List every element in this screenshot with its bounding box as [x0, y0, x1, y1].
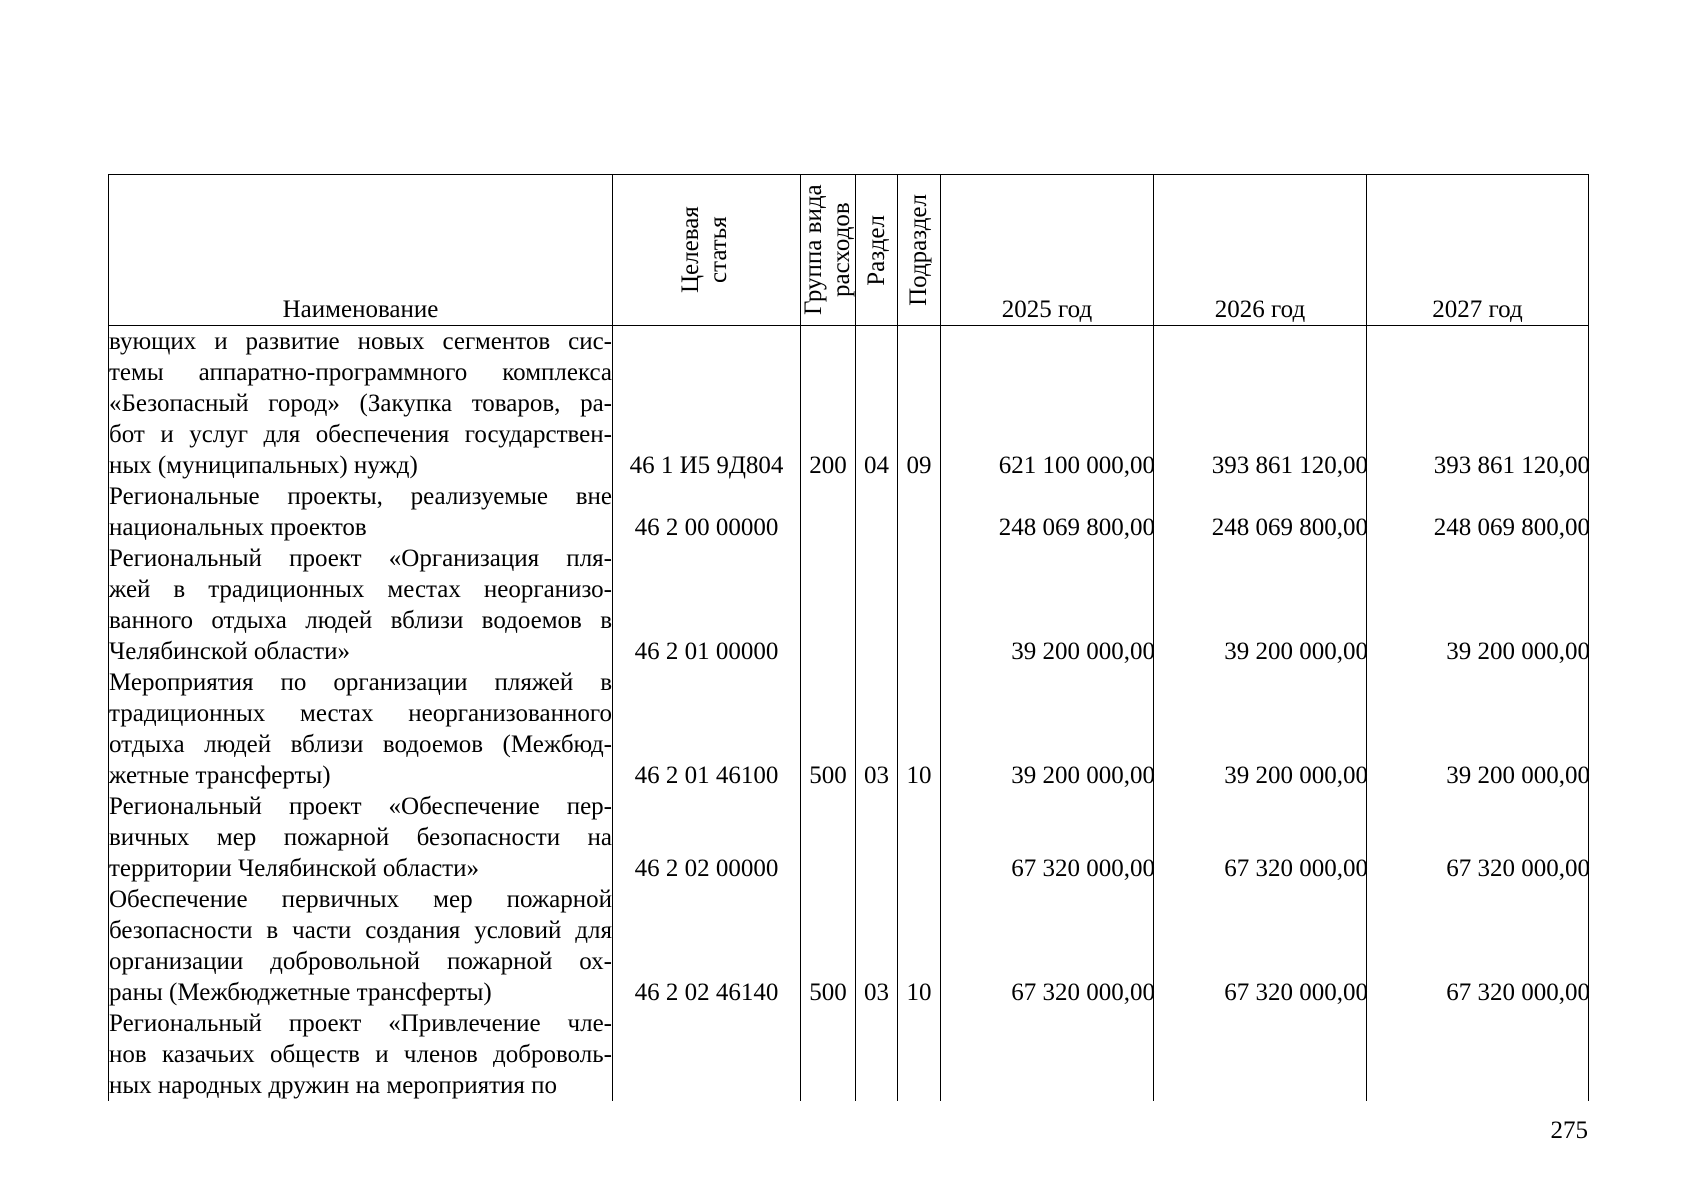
cell-subsection — [898, 667, 941, 791]
cell-expense-group — [801, 326, 856, 482]
name-line: раны (Межбюджетные трансферты) — [109, 979, 492, 1006]
cell-target-article-value: 46 2 01 46100 — [634, 762, 779, 789]
header-year-2026: 2026 год — [1154, 175, 1367, 326]
cell-year-2025-value: 248 069 800,00 — [998, 514, 1155, 541]
name-line: национальных проектов — [109, 514, 367, 541]
cell-target-article-value: 46 2 02 46140 — [634, 979, 779, 1006]
table-header — [109, 175, 1589, 326]
cell-year-2027 — [1367, 884, 1589, 1008]
cell-year-2027-value: 39 200 000,00 — [1446, 638, 1590, 665]
cell-section-value: 04 — [864, 452, 889, 479]
cell-expense-group — [801, 481, 856, 543]
cell-target-article-value: 46 2 01 00000 — [634, 638, 779, 665]
name-line: Региональный проект «Организация пля- — [109, 545, 612, 572]
name-line: темы аппаратно-программного комплекса — [109, 359, 612, 386]
cell-year-2026 — [1154, 667, 1367, 791]
name-line: ных народных дружин на мероприятия по — [109, 1072, 557, 1099]
header-year-2027: 2027 год — [1367, 175, 1589, 326]
name-line: Региональные проекты, реализуемые вне — [109, 483, 612, 510]
cell-year-2026-value: 248 069 800,00 — [1211, 514, 1368, 541]
cell-year-2026-value: 39 200 000,00 — [1224, 638, 1368, 665]
table-body — [109, 326, 1589, 1102]
cell-year-2025 — [941, 884, 1154, 1008]
name-line: традиционных местах неорганизованного — [109, 700, 612, 727]
cell-expense-group — [801, 884, 856, 1008]
cell-expense-group-value: 500 — [809, 979, 847, 1006]
cell-name — [109, 884, 613, 1008]
name-line: Челябинской области» — [109, 638, 350, 665]
name-line: ных (муниципальных) нужд) — [109, 452, 418, 479]
table-row — [109, 884, 1589, 1008]
cell-subsection — [898, 884, 941, 1008]
cell-year-2027 — [1367, 1008, 1589, 1101]
cell-year-2025 — [941, 667, 1154, 791]
cell-year-2025 — [941, 791, 1154, 884]
name-line: бот и услуг для обеспечения государствен- — [109, 421, 612, 448]
cell-section — [856, 1008, 898, 1101]
cell-year-2025-value: 39 200 000,00 — [1011, 762, 1155, 789]
table-row — [109, 326, 1589, 482]
name-line: безопасности в части создания условий для — [109, 917, 612, 944]
name-line: Региональный проект «Привлечение чле- — [109, 1010, 612, 1037]
cell-name — [109, 791, 613, 884]
header-section: Раздел — [856, 175, 898, 326]
cell-target-article-value: 46 2 02 00000 — [634, 855, 779, 882]
table-row — [109, 791, 1589, 884]
cell-subsection — [898, 326, 941, 482]
cell-year-2027 — [1367, 791, 1589, 884]
name-line: нов казачьих обществ и членов доброволь- — [109, 1041, 612, 1068]
name-line: отдыха людей вблизи водоемов (Межбюд- — [109, 731, 612, 758]
cell-year-2026 — [1154, 326, 1367, 482]
cell-year-2025-value: 621 100 000,00 — [998, 452, 1155, 479]
cell-year-2026-value: 393 861 120,00 — [1211, 452, 1368, 479]
cell-target-article-value: 46 2 00 00000 — [634, 514, 779, 541]
cell-section — [856, 543, 898, 667]
cell-subsection-value: 10 — [906, 979, 932, 1006]
name-line: «Безопасный город» (Закупка товаров, ра- — [109, 390, 612, 417]
name-line: вичных мер пожарной безопасности на — [109, 824, 612, 851]
cell-year-2026 — [1154, 543, 1367, 667]
cell-year-2025 — [941, 1008, 1154, 1101]
header-name: Наименование — [109, 175, 613, 326]
cell-name — [109, 326, 613, 482]
cell-expense-group — [801, 667, 856, 791]
cell-year-2025-value: 67 320 000,00 — [1011, 855, 1155, 882]
cell-section — [856, 326, 898, 482]
cell-subsection — [898, 791, 941, 884]
cell-expense-group — [801, 543, 856, 667]
cell-year-2026 — [1154, 791, 1367, 884]
cell-year-2025 — [941, 481, 1154, 543]
header-year-2025: 2025 год — [941, 175, 1154, 326]
cell-target-article — [613, 884, 801, 1008]
cell-name — [109, 1008, 613, 1101]
name-line: Региональный проект «Обеспечение пер- — [109, 793, 612, 820]
cell-year-2026-value: 39 200 000,00 — [1224, 762, 1368, 789]
cell-year-2027-value: 67 320 000,00 — [1446, 979, 1590, 1006]
name-line: жей в традиционных местах неорганизо- — [109, 576, 612, 603]
cell-year-2026 — [1154, 481, 1367, 543]
table-row — [109, 1008, 1589, 1101]
table-row — [109, 481, 1589, 543]
name-line: Мероприятия по организации пляжей в — [109, 669, 612, 696]
cell-expense-group-value: 500 — [809, 762, 847, 789]
name-line: территории Челябинской области» — [109, 855, 479, 882]
name-line: ванного отдыха людей вблизи водоемов в — [109, 607, 612, 634]
cell-year-2027-value: 393 861 120,00 — [1433, 452, 1590, 479]
cell-section-value: 03 — [864, 762, 889, 789]
header-target-article: Целевая статья — [613, 175, 801, 326]
cell-year-2026-value: 67 320 000,00 — [1224, 979, 1368, 1006]
cell-subsection — [898, 481, 941, 543]
cell-expense-group-value: 200 — [809, 452, 847, 479]
cell-year-2025-value: 39 200 000,00 — [1011, 638, 1155, 665]
cell-target-article — [613, 326, 801, 482]
cell-name — [109, 481, 613, 543]
cell-section — [856, 667, 898, 791]
budget-table — [108, 174, 1589, 1101]
cell-year-2027-value: 39 200 000,00 — [1446, 762, 1590, 789]
page-number: 275 — [1550, 1117, 1588, 1144]
cell-year-2026 — [1154, 884, 1367, 1008]
cell-subsection — [898, 543, 941, 667]
cell-target-article — [613, 667, 801, 791]
cell-expense-group — [801, 791, 856, 884]
cell-section-value: 03 — [864, 979, 889, 1006]
cell-year-2027 — [1367, 667, 1589, 791]
cell-subsection — [898, 1008, 941, 1101]
name-line: вующих и развитие новых сегментов сис- — [109, 328, 612, 355]
table-row — [109, 667, 1589, 791]
cell-year-2027 — [1367, 543, 1589, 667]
cell-target-article — [613, 1008, 801, 1101]
header-subsection: Подраздел — [898, 175, 941, 326]
cell-target-article — [613, 543, 801, 667]
cell-year-2026-value: 67 320 000,00 — [1224, 855, 1368, 882]
cell-subsection-value: 10 — [906, 762, 932, 789]
cell-section — [856, 884, 898, 1008]
cell-target-article — [613, 481, 801, 543]
cell-year-2025 — [941, 326, 1154, 482]
cell-year-2027 — [1367, 326, 1589, 482]
cell-target-article — [613, 791, 801, 884]
cell-name — [109, 667, 613, 791]
cell-year-2025 — [941, 543, 1154, 667]
cell-section — [856, 791, 898, 884]
cell-year-2026 — [1154, 1008, 1367, 1101]
cell-year-2027-value: 248 069 800,00 — [1433, 514, 1590, 541]
cell-subsection-value: 09 — [906, 452, 932, 479]
name-line: организации добровольной пожарной ох- — [109, 948, 612, 975]
cell-year-2025-value: 67 320 000,00 — [1011, 979, 1155, 1006]
name-line: жетные трансферты) — [109, 762, 331, 789]
cell-target-article-value: 46 1 И5 9Д804 — [629, 452, 784, 479]
table-row — [109, 543, 1589, 667]
cell-expense-group — [801, 1008, 856, 1101]
cell-section — [856, 481, 898, 543]
header-expense-group: Группа вида расходов — [801, 175, 856, 326]
cell-name — [109, 543, 613, 667]
cell-year-2027 — [1367, 481, 1589, 543]
name-line: Обеспечение первичных мер пожарной — [109, 886, 612, 913]
cell-year-2027-value: 67 320 000,00 — [1446, 855, 1590, 882]
